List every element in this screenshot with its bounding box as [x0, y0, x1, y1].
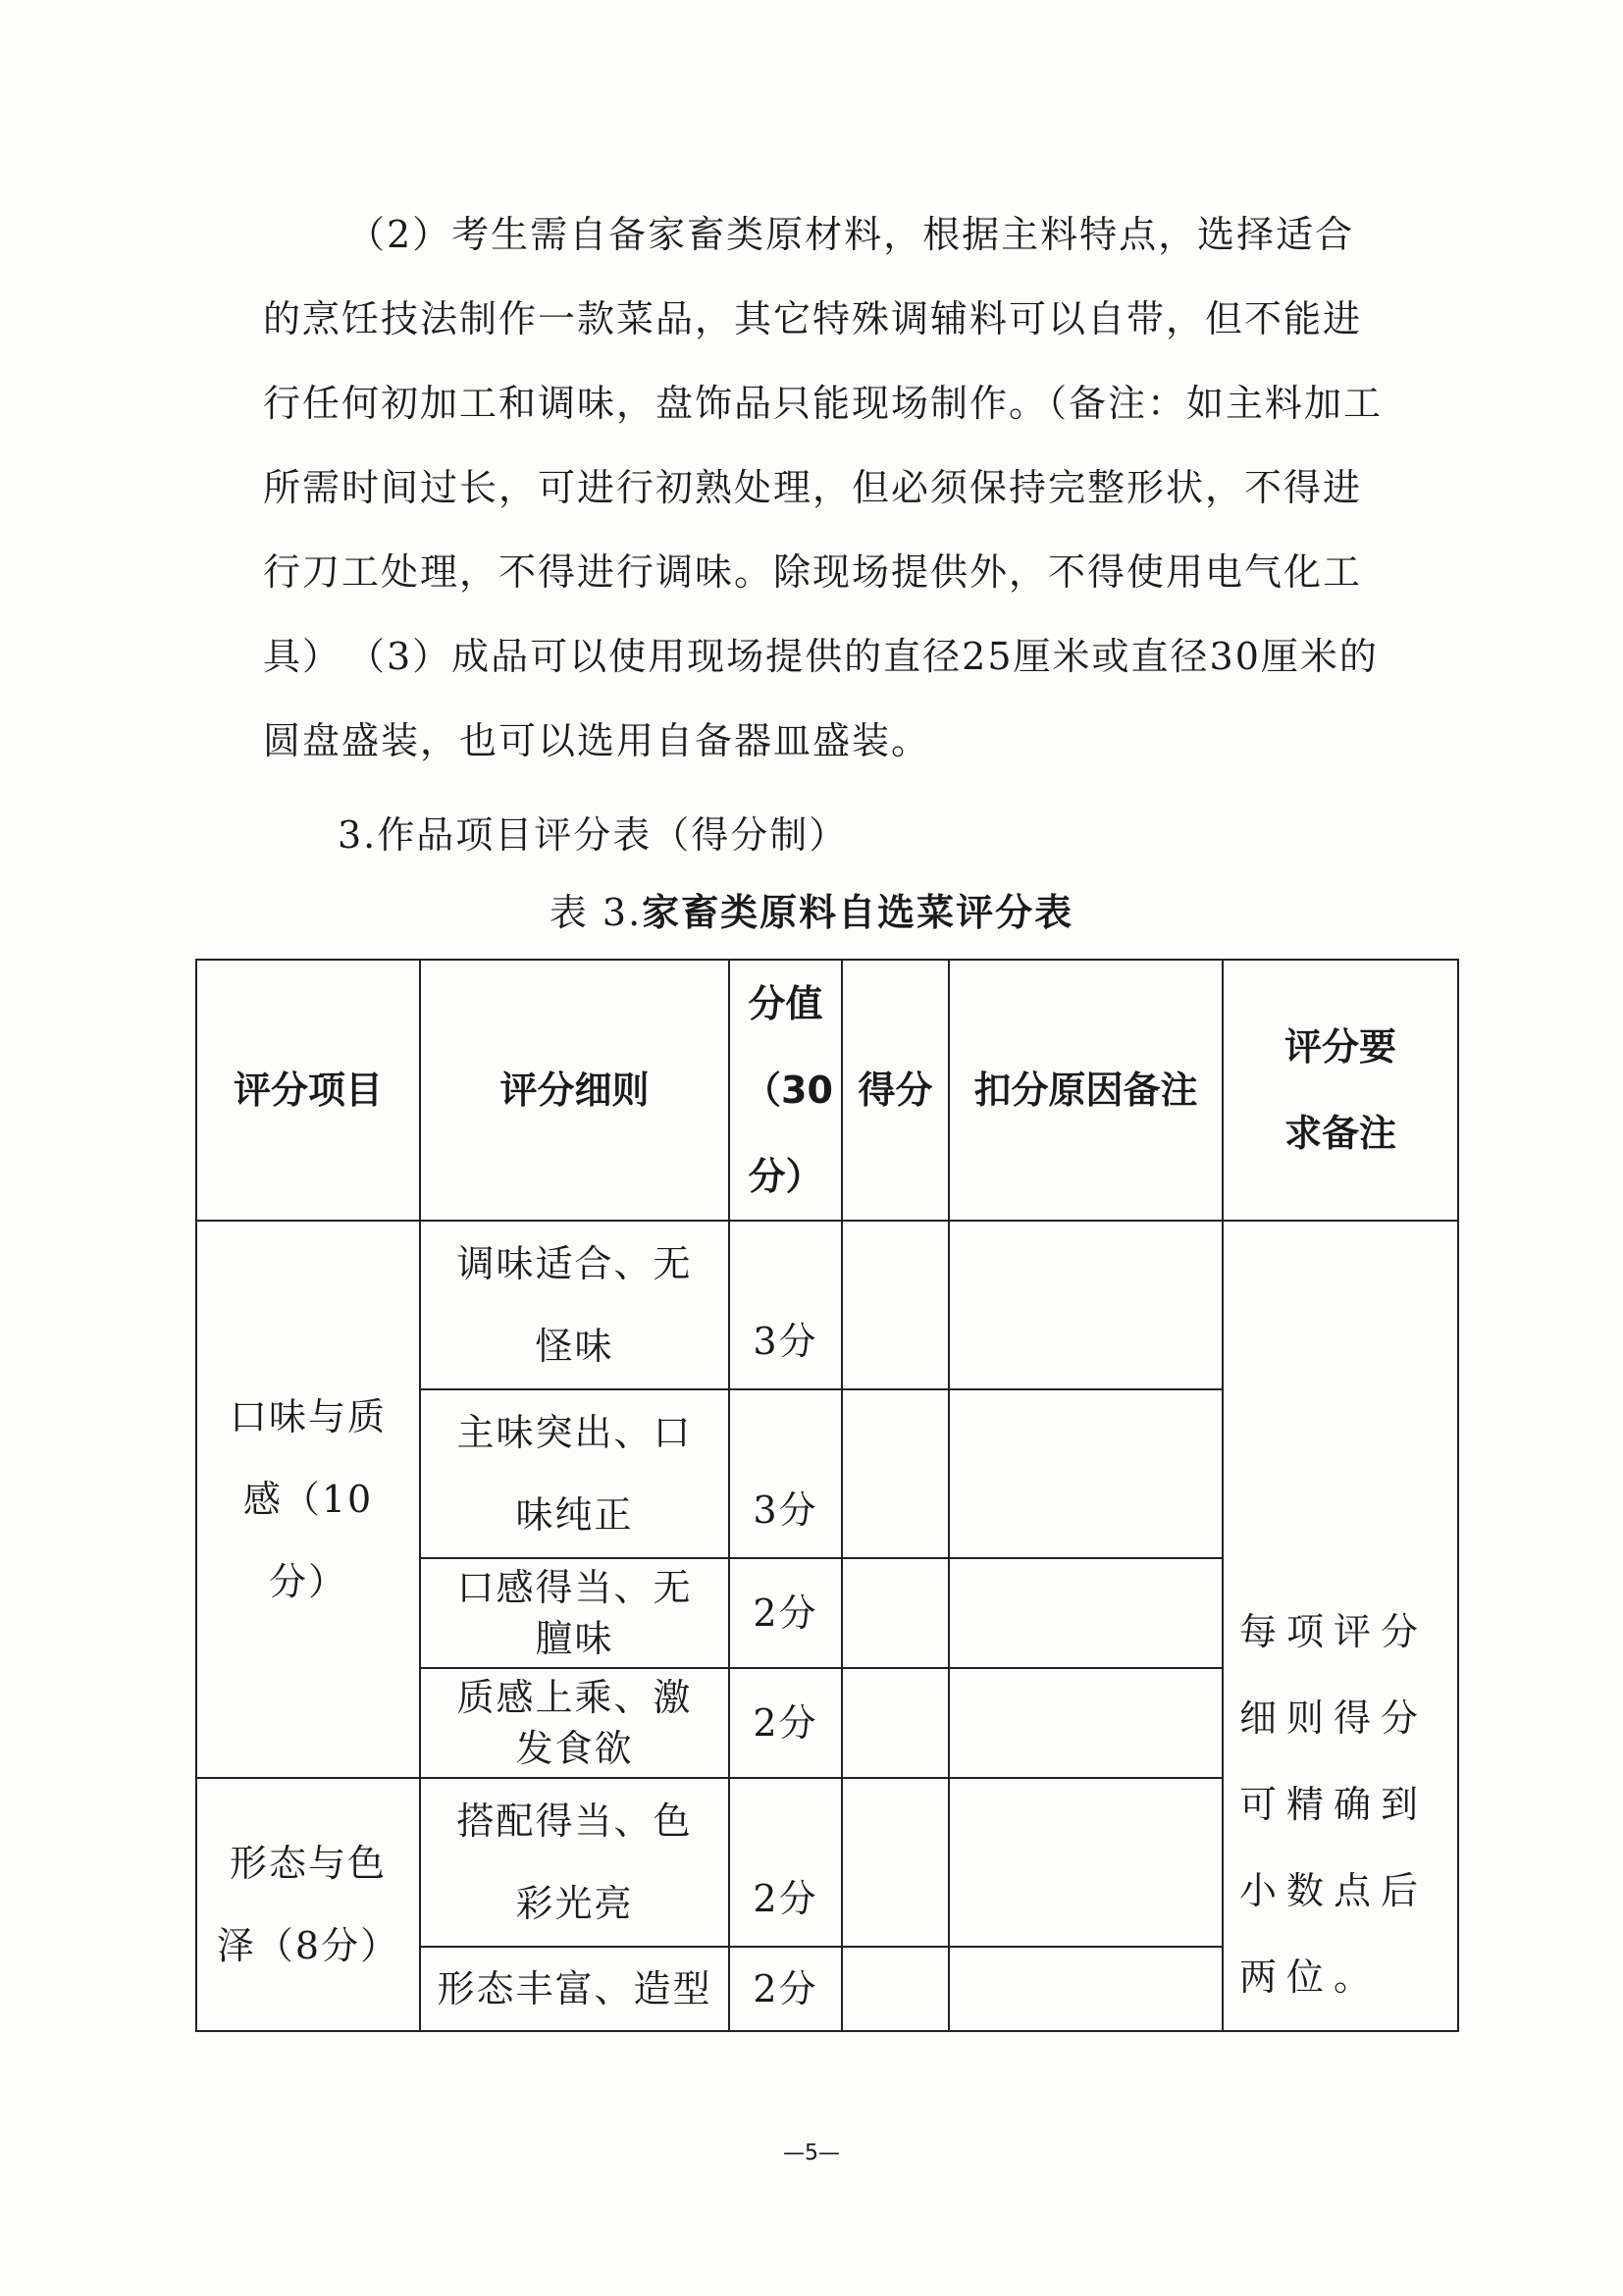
group-shape-color: 形态与色泽（8分）: [196, 1778, 420, 2031]
detail-cell: 主味突出、口味纯正: [420, 1389, 729, 1558]
header-item: 评分项目: [196, 960, 420, 1221]
score-cell: [842, 1668, 949, 1778]
table-header-row: [196, 960, 1458, 1221]
detail-cell: 形态丰富、造型: [420, 1947, 729, 2031]
deduction-cell: [949, 1947, 1223, 2031]
header-deduction: 扣分原因备注: [949, 960, 1223, 1221]
points-cell: 2分: [729, 1947, 842, 2031]
deduction-cell: [949, 1221, 1223, 1389]
paragraph-ingredients-text: （2）考生需自备家畜类原材料，根据主料特点，选择适合的烹饪技法制作一款菜品，其它特殊调辅料可以自带，但不能进行任何初加工和调味，盘饰品只能现场制作。（备注：如主料加工所需时间过长，可进行初熟处理，但必须保持完整形状，不得进行刀工处理，不得进行调味。除现场提供外，不得使用电气化工具）: [263, 213, 1384, 678]
scoring-table: [195, 959, 1459, 2032]
table-caption: [0, 878, 1623, 947]
deduction-cell: [949, 1558, 1223, 1668]
paragraph-plating: [263, 614, 1393, 783]
deduction-cell: [949, 1389, 1223, 1558]
score-cell: [842, 1778, 949, 1947]
section-heading: 3.作品项目评分表（得分制）: [338, 813, 849, 857]
detail-cell: 口感得当、无膻味: [420, 1558, 729, 1668]
points-cell: 3分: [729, 1389, 842, 1558]
deduction-cell: [949, 1668, 1223, 1778]
header-requirement: 评分要求备注: [1223, 960, 1458, 1221]
points-cell: 2分: [729, 1668, 842, 1778]
detail-cell: 搭配得当、色彩光亮: [420, 1778, 729, 1947]
header-points: 分值（30分）: [729, 960, 842, 1221]
score-cell: [842, 1389, 949, 1558]
requirement-note: 每项评分细则得分可精确到小数点后两位。: [1223, 1221, 1458, 2031]
table-row: [196, 1221, 1458, 1389]
table-caption-prefix: 表 3.: [549, 891, 643, 934]
points-cell: 2分: [729, 1778, 842, 1947]
header-score: 得分: [842, 960, 949, 1221]
group-taste-texture: 口味与质感（10分）: [196, 1221, 420, 1778]
deduction-cell: [949, 1778, 1223, 1947]
points-cell: 2分: [729, 1558, 842, 1668]
table-caption-title: 家畜类原料自选菜评分表: [642, 891, 1074, 934]
score-cell: [842, 1221, 949, 1389]
score-cell: [842, 1947, 949, 2031]
page-number: —5—: [783, 2141, 840, 2166]
paragraph-plating-text: （3）成品可以使用现场提供的直径25厘米或直径30厘米的圆盘盛装，也可以选用自备器皿盛装。: [263, 635, 1379, 762]
detail-cell: 调味适合、无怪味: [420, 1221, 729, 1389]
points-cell: 3分: [729, 1221, 842, 1389]
detail-cell: 质感上乘、激发食欲: [420, 1668, 729, 1778]
header-detail: 评分细则: [420, 960, 729, 1221]
score-cell: [842, 1558, 949, 1668]
